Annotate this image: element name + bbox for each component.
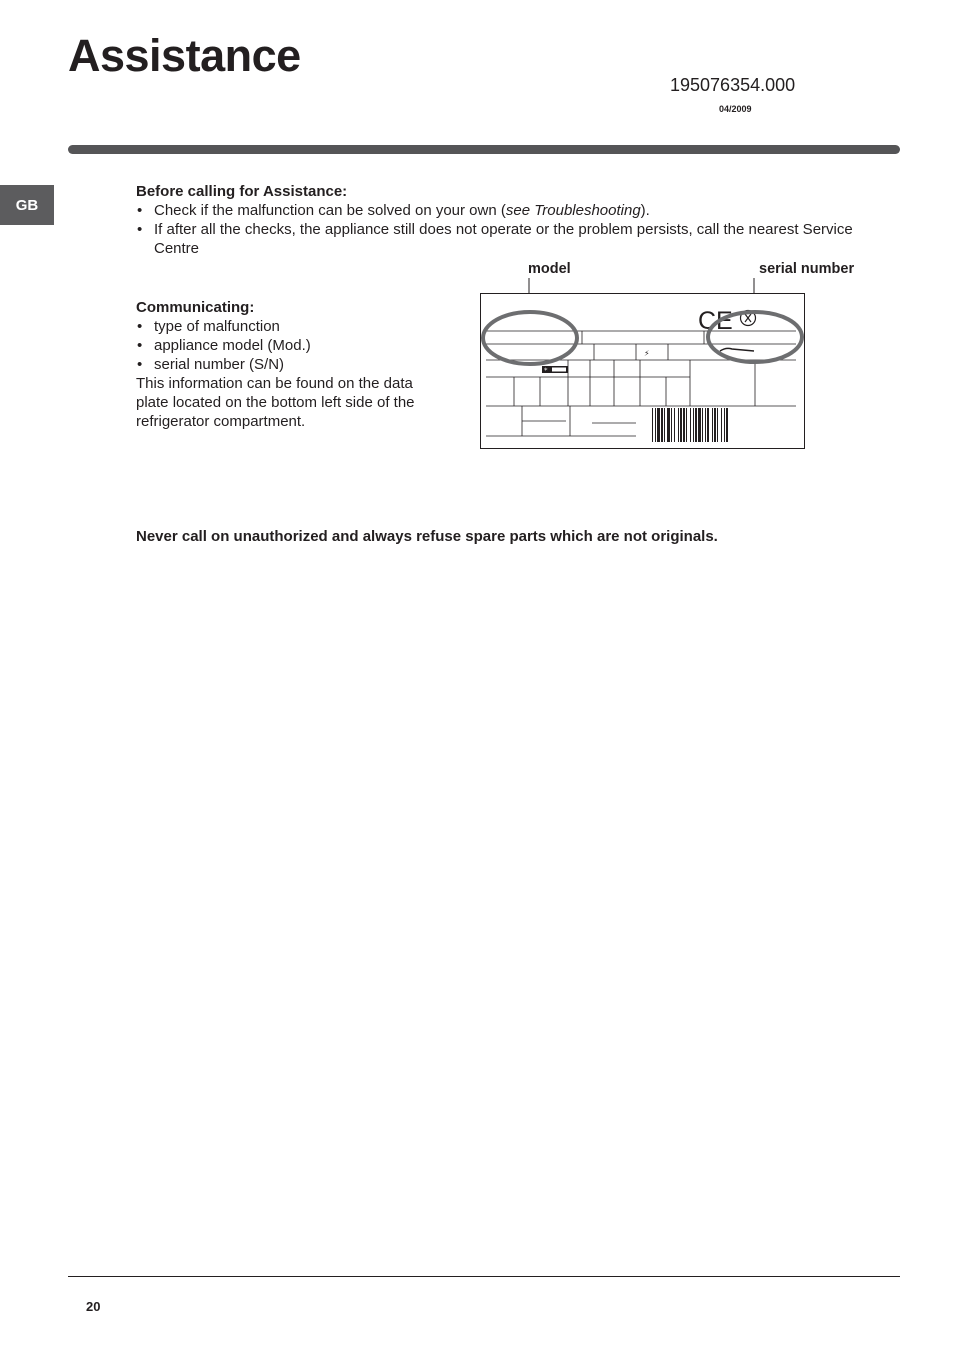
document-number: 195076354.000 [670, 75, 796, 95]
barcode-bar [678, 408, 679, 442]
model-label: model [528, 261, 571, 277]
troubleshooting-reference: see Troubleshooting [505, 202, 641, 219]
list-item: • type of malfunction [136, 317, 446, 336]
before-calling-heading: Before calling for Assistance: [136, 183, 348, 200]
barcode-bar [657, 408, 660, 442]
barcode-bar [661, 408, 663, 442]
barcode-bar [717, 408, 718, 442]
barcode-bar [683, 408, 685, 442]
footer-rule [68, 1276, 900, 1277]
list-item: • serial number (S/N) [136, 355, 446, 374]
list-item: • appliance model (Mod.) [136, 336, 446, 355]
communicating-list [136, 317, 446, 374]
communicating-section [136, 298, 446, 431]
serial-number-label: serial number [759, 261, 855, 277]
barcode-bar [693, 408, 694, 442]
language-tab[interactable] [0, 185, 54, 225]
barcode-bar [714, 408, 716, 442]
ce-mark: CE [698, 307, 733, 335]
barcode-bar [695, 408, 697, 442]
barcode-bar [705, 408, 706, 442]
barcode-bar [721, 408, 722, 442]
header-rule [68, 145, 900, 154]
barcode-bar [667, 408, 670, 442]
barcode-bar [680, 408, 682, 442]
plug-icon: ⚡ [644, 349, 650, 358]
communicating-heading: Communicating: [136, 299, 255, 316]
barcode-bar [652, 408, 653, 442]
document-date: 04/2009 [719, 104, 752, 114]
page-number: 20 [86, 1299, 101, 1314]
list-item: • Check if the malfunction can be solved on your own (see Troubleshooting). [136, 201, 896, 220]
before-calling-list [136, 201, 896, 258]
svg-text:*: * [544, 366, 548, 375]
barcode-bar [664, 408, 665, 442]
barcode-bar [686, 408, 687, 442]
data-plate-illustration [470, 278, 815, 458]
list-item: • If after all the checks, the appliance still does not operate or the problem persists, call the nearest Service Centre [136, 220, 896, 258]
language-tab-label: GB [15, 196, 39, 214]
barcode-bar [707, 408, 709, 442]
barcode-bar [724, 408, 725, 442]
data-plate-location-note: This information can be found on the data plate located on the bottom left side of the refrigerator compartment. [136, 375, 415, 430]
barcode-bar [690, 408, 691, 442]
barcode-bar [698, 408, 701, 442]
barcode-bar [702, 408, 703, 442]
barcode-bar [655, 408, 656, 442]
spare-parts-warning: Never call on unauthorized and always refuse spare parts which are not originals. [136, 528, 718, 545]
barcode-bar [712, 408, 713, 442]
barcode-bar [726, 408, 728, 442]
barcode-bar [671, 408, 672, 442]
page-title: Assistance [68, 30, 301, 81]
before-calling-section [136, 182, 896, 258]
barcode-bar [674, 408, 675, 442]
